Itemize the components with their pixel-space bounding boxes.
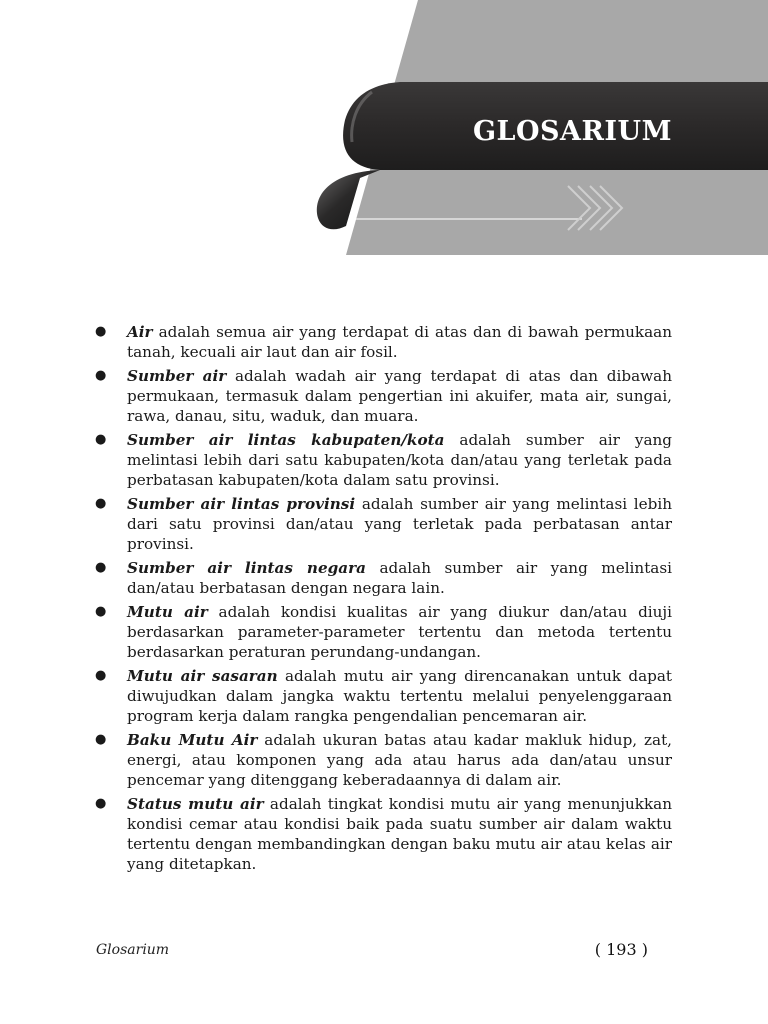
bullet-icon: ● [95, 324, 107, 339]
glossary-definition: adalah sumber air yang melintasi lebih dari satu kabupaten/kota dan/atau yang terletak pada perbatasan kabupaten/kota dalam satu provinsi. [127, 431, 673, 489]
glossary-entry-sumber-air [95, 366, 672, 426]
bullet-icon: ● [95, 560, 107, 575]
glossary-term: Sumber air lintas kabupaten/kota [127, 431, 445, 449]
bullet-icon: ● [95, 368, 107, 383]
glossary-definition: adalah kondisi kualitas air yang diukur dan/atau diuji berdasarkan parameter-parameter tertentu dan metoda tertentu berdasarkan peraturan perundang-undangan. [127, 603, 673, 661]
glossary-entry-air [95, 322, 672, 362]
glossary-term: Air [127, 323, 153, 341]
glossary-definition: adalah ukuran batas atau kadar makluk hidup, zat, energi, atau komponen yang ada atau harus ada dan/atau unsur pencemar yang ditenggang keberadaannya di dalam air. [127, 731, 672, 789]
glossary-definition: adalah semua air yang terdapat di atas dan di bawah permukaan tanah, kecuali air laut dan air fosil. [127, 323, 672, 361]
glossary-entry-baku-mutu-air [95, 730, 672, 790]
page-number: ( 193 ) [594, 940, 648, 959]
glossary-entry-mutu-air [95, 602, 672, 662]
glossary-entry-sumber-air-lintas-negara [95, 558, 672, 598]
glossary-definition: adalah wadah air yang terdapat di atas dan dibawah permukaan, termasuk dalam pengertian ini akuifer, mata air, sungai, rawa, danau, situ, waduk, dan muara. [127, 367, 673, 425]
bullet-icon: ● [95, 604, 107, 619]
page-title: GLOSARIUM [472, 116, 672, 147]
glossary-entry-mutu-air-sasaran [95, 666, 672, 726]
glossary-entry-sumber-air-lintas-kabupaten [95, 430, 672, 490]
bullet-icon: ● [95, 496, 107, 511]
glossary-term: Sumber air lintas provinsi [127, 495, 356, 513]
glossary-term: Mutu air sasaran [127, 667, 278, 685]
glossary-list [95, 322, 672, 878]
glossary-definition: adalah sumber air yang melintasi dan/atau berbatasan dengan negara lain. [127, 559, 673, 597]
bullet-icon: ● [95, 668, 107, 683]
glossary-term: Sumber air [127, 367, 227, 385]
glossary-term: Sumber air lintas negara [127, 559, 366, 577]
glossary-entry-status-mutu-air [95, 794, 672, 874]
bullet-icon: ● [95, 432, 107, 447]
glossary-entry-sumber-air-lintas-provinsi [95, 494, 672, 554]
glossary-term: Status mutu air [127, 795, 264, 813]
bullet-icon: ● [95, 796, 107, 811]
bullet-icon: ● [95, 732, 107, 747]
glossary-term: Baku Mutu Air [127, 731, 258, 749]
glossary-definition: adalah mutu air yang direncanakan untuk dapat diwujudkan dalam jangka waktu tertentu melalui penyelenggaraan program kerja dalam rangka pengendalian pencemaran air. [127, 667, 673, 725]
glossary-term: Mutu air [127, 603, 208, 621]
footer-section-label: Glosarium [96, 942, 170, 958]
glossary-definition: adalah sumber air yang melintasi lebih dari satu provinsi dan/atau yang terletak pada perbatasan antar provinsi. [127, 495, 672, 553]
glossary-definition: adalah tingkat kondisi mutu air yang menunjukkan kondisi cemar atau kondisi baik pada suatu sumber air dalam waktu tertentu dengan membandingkan dengan baku mutu air atau kelas air yang ditetapkan. [127, 795, 673, 873]
